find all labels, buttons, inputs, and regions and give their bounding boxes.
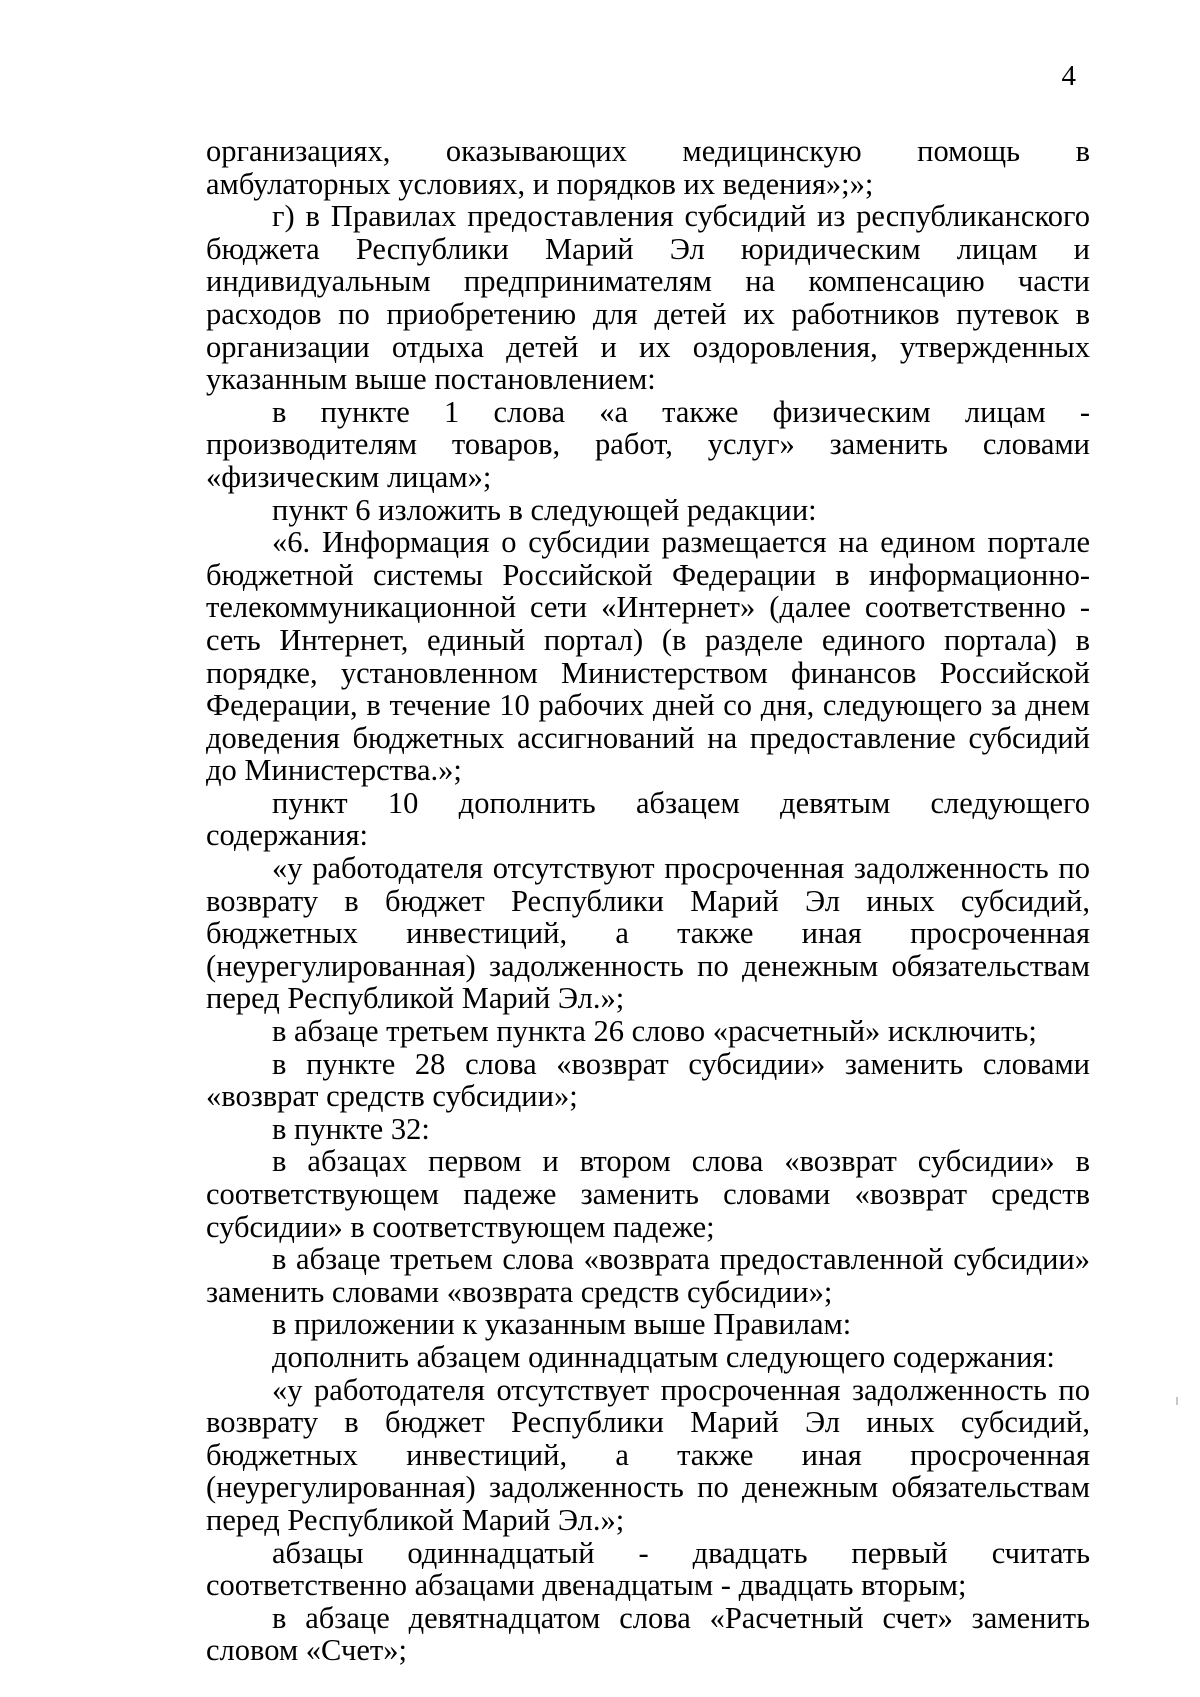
paragraph-15: «у работодателя отсутствует просроченная задолженность по возврату в бюджет Республики Марий Эл иных субсидий, бюджетных инвестиций, а также иная просроченная (неурегулированная) задолженность по денежным обязательствам перед Республикой Марий Эл.»; — [206, 1372, 1090, 1537]
paragraph-3: в пункте 1 слова «а также физическим лицам - производителям товаров, работ, услуг» заменить словами «физическим лицам»; — [206, 394, 1090, 494]
paragraph-17: в абзаце девятнадцатом слова «Расчетный счет» заменить словом «Счет»; — [206, 1600, 1090, 1668]
paragraph-11: в абзацах первом и втором слова «возврат субсидии» в соответствующем падеже заменить словами «возврат средств субсидии» в соответствующем падеже; — [206, 1144, 1090, 1244]
paragraph-5: «6. Информация о субсидии размещается на едином портале бюджетной системы Российской Федерации в информационно-телекоммуникационной сети «Интернет» (далее соответственно - сеть Интернет, единый портал) (в разделе единого портала) в порядке, установленном Министерством финансов Российской Федерации, в течение 10 рабочих дней со дня, следующего за днем доведения бюджетных ассигнований на предоставление субсидий до Министерства.»; — [206, 525, 1090, 788]
paragraph-1: организациях, оказывающих медицинскую помощь в амбулаторных условиях, и порядков их ведения»;»; — [206, 134, 1090, 201]
paragraph-14: дополнить абзацем одиннадцатым следующего содержания: — [272, 1339, 1055, 1374]
paragraph-12: в абзаце третьем слова «возврата предоставленной субсидии» заменить словами «возврата средств субсидии»; — [206, 1242, 1090, 1309]
paragraph-13: в приложении к указанным выше Правилам: — [272, 1307, 852, 1342]
page-number: 4 — [1061, 60, 1076, 92]
paragraph-10: в пункте 32: — [272, 1111, 430, 1146]
paragraph-2: г) в Правилах предоставления субсидий из республиканского бюджета Республики Марий Эл юридическим лицам и индивидуальным предпринимателям на компенсацию части расходов по приобретению для детей их работников путевок в организации отдыха детей и их оздоровления, утвержденных указанным выше постановлением: — [206, 199, 1090, 397]
paragraph-6: пункт 10 дополнить абзацем девятым следующего содержания: — [206, 785, 1090, 853]
paragraph-8: в абзаце третьем пункта 26 слово «расчетный» исключить; — [272, 1014, 1037, 1049]
document-body — [206, 135, 1090, 1667]
scan-artifact — [1176, 1397, 1178, 1405]
paragraph-9: в пункте 28 слова «возврат субсидии» заменить словами «возврат средств субсидии»; — [206, 1046, 1090, 1114]
paragraph-16: абзацы одиннадцатый - двадцать первый считать соответственно абзацами двенадцатым - двадцать вторым; — [206, 1535, 1090, 1603]
paragraph-7: «у работодателя отсутствуют просроченная задолженность по возврату в бюджет Республики Марий Эл иных субсидий, бюджетных инвестиций, а также иная просроченная (неурегулированная) задолженность по денежным обязательствам перед Республикой Марий Эл.»; — [206, 851, 1090, 1016]
paragraph-4: пункт 6 изложить в следующей редакции: — [272, 492, 817, 527]
